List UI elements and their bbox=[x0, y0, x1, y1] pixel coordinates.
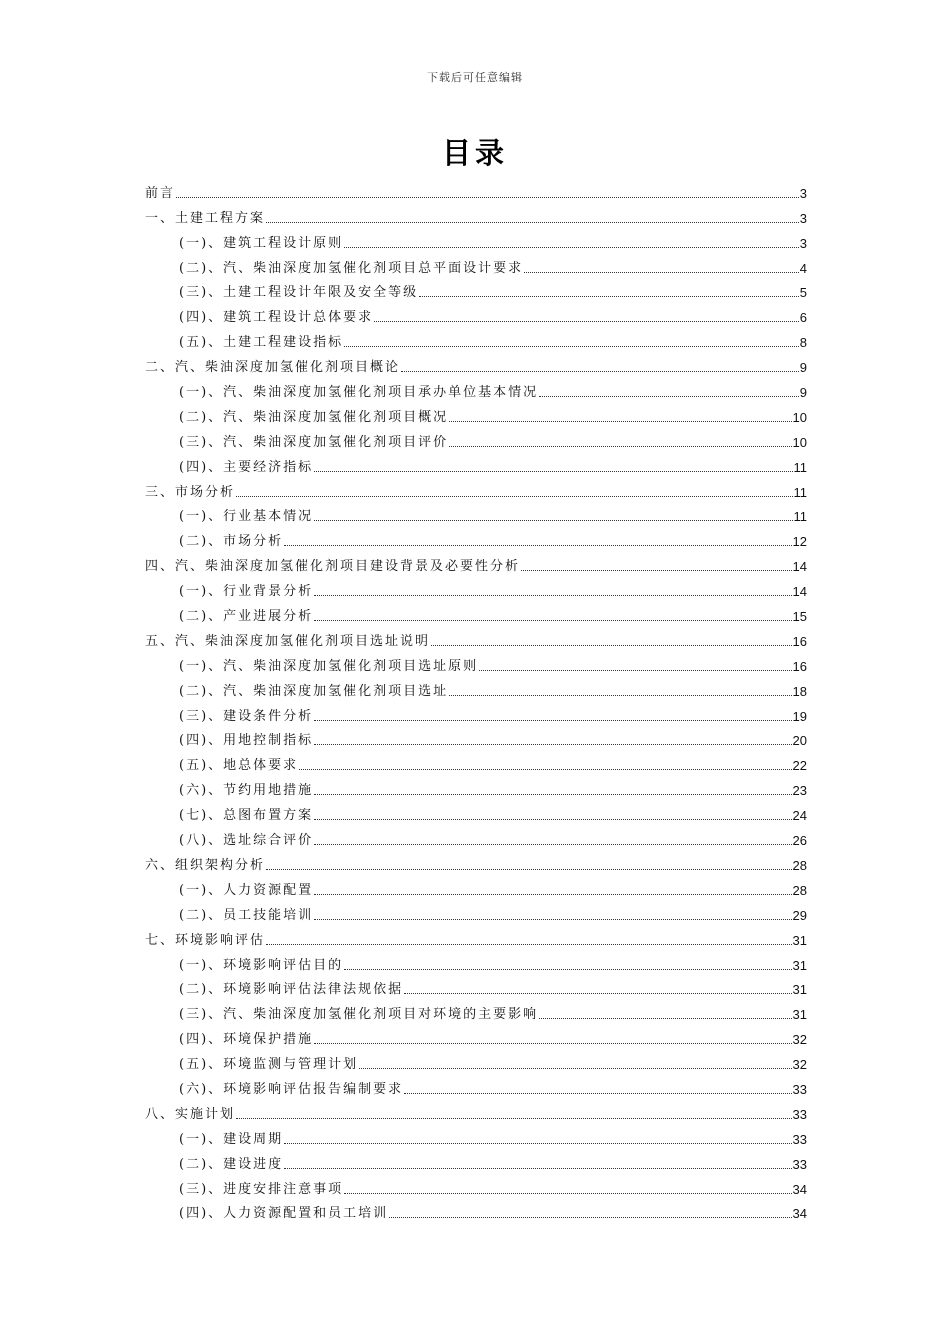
toc-page-number: 31 bbox=[792, 982, 807, 998]
toc-entry-title: (六)、节约用地措施 bbox=[179, 783, 314, 799]
toc-entry-title: (一)、行业基本情况 bbox=[179, 509, 314, 525]
toc-page-number: 11 bbox=[793, 484, 807, 500]
toc-entry-title: 四、汽、柴油深度加氢催化剂项目建设背景及必要性分析 bbox=[145, 559, 521, 575]
toc-dot-leader bbox=[524, 271, 799, 273]
toc-entry-title: (四)、主要经济指标 bbox=[179, 459, 314, 475]
toc-page-number: 18 bbox=[792, 683, 807, 699]
toc-entry-title: (八)、选址综合评价 bbox=[179, 833, 314, 849]
toc-entry[interactable] bbox=[145, 1047, 807, 1072]
toc-entry-title: (一)、建设周期 bbox=[179, 1131, 284, 1147]
toc-page-number: 28 bbox=[792, 882, 807, 898]
toc-entry-title: (四)、用地控制指标 bbox=[179, 733, 314, 749]
toc-page-number: 34 bbox=[792, 1181, 807, 1197]
toc-entry[interactable] bbox=[145, 325, 807, 350]
toc-dot-leader bbox=[389, 1216, 791, 1218]
toc-dot-leader bbox=[314, 1042, 791, 1044]
toc-entry[interactable] bbox=[145, 773, 807, 798]
toc-entry[interactable] bbox=[145, 674, 807, 699]
toc-entry-title: 前言 bbox=[145, 185, 176, 201]
toc-page-number: 8 bbox=[799, 335, 807, 351]
toc-entry[interactable] bbox=[145, 1197, 807, 1222]
toc-entry[interactable] bbox=[145, 599, 807, 624]
toc-dot-leader bbox=[521, 569, 792, 571]
toc-page-number: 9 bbox=[799, 385, 807, 401]
toc-dot-leader bbox=[344, 345, 799, 347]
toc-dot-leader bbox=[314, 843, 791, 845]
toc-dot-leader bbox=[419, 295, 799, 297]
header-note: 下载后可任意编辑 bbox=[427, 71, 523, 84]
toc-dot-leader bbox=[176, 196, 799, 198]
toc-entry[interactable] bbox=[145, 848, 807, 873]
toc-dot-leader bbox=[284, 544, 791, 546]
toc-dot-leader bbox=[404, 992, 791, 994]
toc-entry[interactable] bbox=[145, 1072, 807, 1097]
toc-page-number: 31 bbox=[792, 957, 807, 973]
toc-dot-leader bbox=[284, 1142, 791, 1144]
toc-entry[interactable] bbox=[145, 276, 807, 301]
toc-dot-leader bbox=[539, 1017, 791, 1019]
toc-entry[interactable] bbox=[145, 1122, 807, 1147]
toc-dot-leader bbox=[236, 495, 792, 497]
toc-entry[interactable] bbox=[145, 300, 807, 325]
toc-title: 目录 bbox=[441, 136, 508, 170]
toc-dot-leader bbox=[266, 221, 799, 223]
toc-entry-title: (一)、行业背景分析 bbox=[179, 584, 314, 600]
toc-entry[interactable] bbox=[145, 973, 807, 998]
toc-entry[interactable] bbox=[145, 823, 807, 848]
toc-dot-leader bbox=[401, 370, 799, 372]
toc-dot-leader bbox=[359, 1067, 791, 1069]
toc-entry-title: (七)、总图布置方案 bbox=[179, 808, 314, 824]
toc-entry-title: (二)、建设进度 bbox=[179, 1156, 284, 1172]
toc-page-number: 31 bbox=[792, 1007, 807, 1023]
toc-page-number: 11 bbox=[793, 509, 807, 525]
toc-entry[interactable] bbox=[145, 574, 807, 599]
toc-entry-title: (二)、市场分析 bbox=[179, 534, 284, 550]
toc-dot-leader bbox=[299, 768, 791, 770]
toc-entry-title: (三)、汽、柴油深度加氢催化剂项目评价 bbox=[179, 434, 449, 450]
toc-entry-title: (二)、汽、柴油深度加氢催化剂项目概况 bbox=[179, 409, 449, 425]
toc-entry[interactable] bbox=[145, 1172, 807, 1197]
toc-entry-title: 七、环境影响评估 bbox=[145, 932, 266, 948]
toc-dot-leader bbox=[266, 943, 792, 945]
toc-entry[interactable] bbox=[145, 475, 807, 500]
toc-dot-leader bbox=[236, 1117, 792, 1119]
toc-entry[interactable] bbox=[145, 549, 807, 574]
toc-entry[interactable] bbox=[145, 873, 807, 898]
toc-dot-leader bbox=[449, 420, 791, 422]
toc-page-number: 12 bbox=[792, 534, 807, 550]
toc-dot-leader bbox=[314, 470, 792, 472]
toc-dot-leader bbox=[314, 719, 791, 721]
toc-page-number: 10 bbox=[792, 434, 807, 450]
toc-page-number: 32 bbox=[792, 1057, 807, 1073]
toc-dot-leader bbox=[344, 246, 799, 248]
toc-page-number: 6 bbox=[799, 310, 807, 326]
toc-entry-title: 二、汽、柴油深度加氢催化剂项目概论 bbox=[145, 360, 401, 376]
toc-page-number: 23 bbox=[792, 783, 807, 799]
toc-dot-leader bbox=[374, 320, 799, 322]
toc-entry-title: (五)、环境监测与管理计划 bbox=[179, 1057, 359, 1073]
toc-entry[interactable] bbox=[145, 201, 807, 226]
toc-entry-title: (二)、环境影响评估法律法规依据 bbox=[179, 982, 404, 998]
toc-entry[interactable] bbox=[145, 798, 807, 823]
toc-entry-title: 三、市场分析 bbox=[145, 484, 236, 500]
toc-page-number: 10 bbox=[792, 409, 807, 425]
toc-page-number: 33 bbox=[792, 1156, 807, 1172]
toc-dot-leader bbox=[314, 918, 791, 920]
toc-list bbox=[145, 176, 807, 1221]
toc-page-number: 24 bbox=[792, 808, 807, 824]
toc-entry[interactable] bbox=[145, 450, 807, 475]
toc-entry[interactable] bbox=[145, 226, 807, 251]
toc-page-number: 33 bbox=[792, 1081, 807, 1097]
toc-page-number: 19 bbox=[792, 708, 807, 724]
toc-entry[interactable] bbox=[145, 524, 807, 549]
toc-entry-title: (一)、环境影响评估目的 bbox=[179, 957, 344, 973]
toc-entry-title: 五、汽、柴油深度加氢催化剂项目选址说明 bbox=[145, 633, 431, 649]
toc-entry-title: (一)、汽、柴油深度加氢催化剂项目承办单位基本情况 bbox=[179, 385, 539, 401]
toc-entry[interactable] bbox=[145, 400, 807, 425]
toc-entry-title: (五)、土建工程建设指标 bbox=[179, 335, 344, 351]
toc-entry[interactable] bbox=[145, 997, 807, 1022]
toc-entry[interactable] bbox=[145, 1097, 807, 1122]
toc-page-number: 26 bbox=[792, 833, 807, 849]
toc-dot-leader bbox=[404, 1092, 791, 1094]
toc-entry[interactable] bbox=[145, 923, 807, 948]
toc-page-number: 22 bbox=[792, 758, 807, 774]
toc-page-number: 15 bbox=[792, 609, 807, 625]
toc-page-number: 32 bbox=[792, 1032, 807, 1048]
toc-dot-leader bbox=[344, 968, 791, 970]
toc-entry[interactable] bbox=[145, 898, 807, 923]
toc-entry-title: (三)、汽、柴油深度加氢催化剂项目对环境的主要影响 bbox=[179, 1007, 539, 1023]
toc-dot-leader bbox=[449, 694, 791, 696]
toc-page-number: 3 bbox=[799, 185, 807, 201]
toc-dot-leader bbox=[314, 743, 791, 745]
toc-entry[interactable] bbox=[145, 724, 807, 749]
toc-entry[interactable] bbox=[145, 350, 807, 375]
toc-dot-leader bbox=[449, 445, 791, 447]
toc-entry-title: (二)、汽、柴油深度加氢催化剂项目选址 bbox=[179, 683, 449, 699]
toc-entry-title: (一)、人力资源配置 bbox=[179, 882, 314, 898]
toc-entry[interactable] bbox=[145, 948, 807, 973]
toc-dot-leader bbox=[314, 519, 792, 521]
toc-dot-leader bbox=[479, 669, 791, 671]
toc-entry[interactable] bbox=[145, 699, 807, 724]
toc-dot-leader bbox=[314, 619, 791, 621]
toc-entry-title: (二)、产业进展分析 bbox=[179, 609, 314, 625]
toc-entry[interactable] bbox=[145, 624, 807, 649]
toc-entry-title: (三)、建设条件分析 bbox=[179, 708, 314, 724]
toc-page-number: 14 bbox=[792, 584, 807, 600]
toc-dot-leader bbox=[314, 793, 791, 795]
toc-dot-leader bbox=[314, 594, 791, 596]
toc-entry-title: (四)、建筑工程设计总体要求 bbox=[179, 310, 374, 326]
toc-page-number: 11 bbox=[793, 459, 807, 475]
toc-dot-leader bbox=[284, 1167, 791, 1169]
toc-dot-leader bbox=[539, 395, 799, 397]
toc-entry-title: (一)、汽、柴油深度加氢催化剂项目选址原则 bbox=[179, 658, 479, 674]
toc-entry-title: 一、土建工程方案 bbox=[145, 210, 266, 226]
toc-page-number: 29 bbox=[792, 907, 807, 923]
toc-entry[interactable] bbox=[145, 176, 807, 201]
toc-entry[interactable] bbox=[145, 251, 807, 276]
toc-entry-title: 八、实施计划 bbox=[145, 1106, 236, 1122]
toc-entry[interactable] bbox=[145, 1147, 807, 1172]
toc-entry-title: (五)、地总体要求 bbox=[179, 758, 299, 774]
toc-page-number: 5 bbox=[799, 285, 807, 301]
toc-page-number: 16 bbox=[792, 633, 807, 649]
toc-page-number: 14 bbox=[792, 559, 807, 575]
toc-entry-title: (三)、土建工程设计年限及安全等级 bbox=[179, 285, 419, 301]
toc-dot-leader bbox=[431, 644, 792, 646]
toc-entry-title: (二)、汽、柴油深度加氢催化剂项目总平面设计要求 bbox=[179, 260, 524, 276]
toc-dot-leader bbox=[344, 1192, 791, 1194]
toc-entry-title: (一)、建筑工程设计原则 bbox=[179, 235, 344, 251]
toc-page-number: 16 bbox=[792, 658, 807, 674]
toc-page-number: 34 bbox=[792, 1206, 807, 1222]
toc-entry-title: (四)、人力资源配置和员工培训 bbox=[179, 1206, 389, 1222]
toc-page-number: 33 bbox=[792, 1106, 807, 1122]
toc-page-number: 3 bbox=[799, 235, 807, 251]
toc-entry-title: (六)、环境影响评估报告编制要求 bbox=[179, 1081, 404, 1097]
toc-page-number: 28 bbox=[792, 857, 807, 873]
toc-entry[interactable] bbox=[145, 1022, 807, 1047]
toc-entry-title: (二)、员工技能培训 bbox=[179, 907, 314, 923]
toc-entry-title: (三)、进度安排注意事项 bbox=[179, 1181, 344, 1197]
toc-page-number: 3 bbox=[799, 210, 807, 226]
toc-dot-leader bbox=[314, 818, 791, 820]
toc-entry[interactable] bbox=[145, 375, 807, 400]
toc-entry-title: (四)、环境保护措施 bbox=[179, 1032, 314, 1048]
toc-dot-leader bbox=[266, 868, 792, 870]
toc-entry[interactable] bbox=[145, 748, 807, 773]
toc-page-number: 4 bbox=[799, 260, 807, 276]
toc-entry-title: 六、组织架构分析 bbox=[145, 857, 266, 873]
toc-dot-leader bbox=[314, 893, 791, 895]
toc-page-number: 33 bbox=[792, 1131, 807, 1147]
toc-page-number: 9 bbox=[799, 360, 807, 376]
toc-page-number: 31 bbox=[792, 932, 807, 948]
toc-entry[interactable] bbox=[145, 649, 807, 674]
toc-entry[interactable] bbox=[145, 500, 807, 525]
toc-entry[interactable] bbox=[145, 425, 807, 450]
toc-page-number: 20 bbox=[792, 733, 807, 749]
